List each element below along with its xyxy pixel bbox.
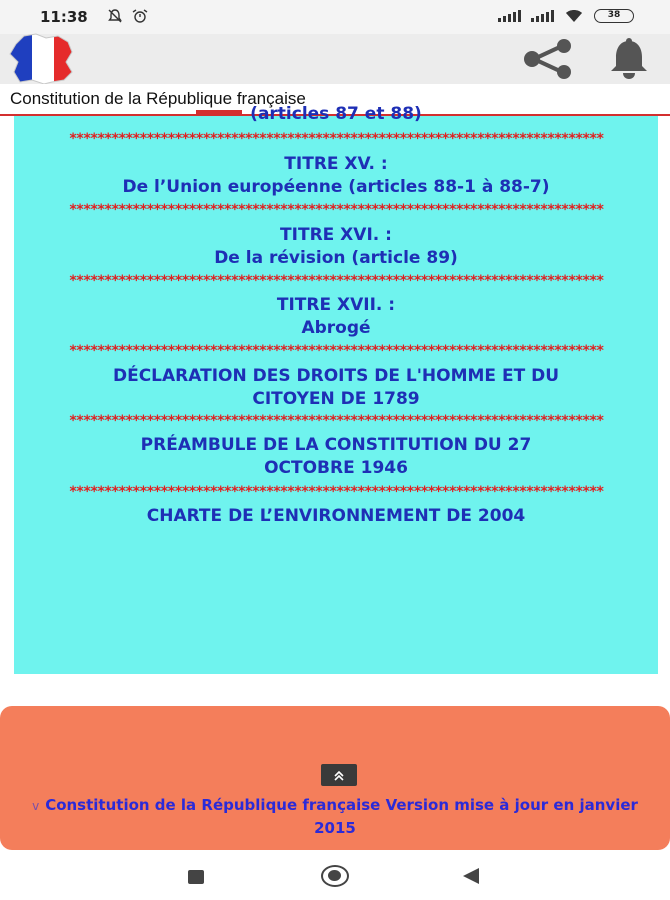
list-item-line: PRÉAMBULE DE LA CONSTITUTION DU 27 [140,435,532,455]
article-list-item[interactable] [14,365,658,411]
list-item-line: De l’Union européenne (articles 88-1 à 88-7) [122,177,550,197]
list-item-line: CITOYEN DE 1789 [252,389,420,409]
tab-constitution[interactable]: Constitution de la République française [10,89,306,108]
list-item-line: TITRE XVI. : [280,225,392,245]
footer-version-text[interactable] [20,794,650,839]
article-list-item-cut[interactable]: (articles 87 et 88) [250,104,422,124]
footer-panel [0,706,670,850]
list-item-line: DÉCLARATION DES DROITS DE L'HOMME ET DU [112,366,560,386]
navigation-bar [0,850,670,900]
recents-button[interactable] [188,870,204,884]
france-flag-map-icon[interactable] [6,34,82,84]
separator: **************************************************************************** [68,484,604,500]
list-item-line: TITRE XV. : [284,154,388,174]
caret-down-icon: v [32,799,40,813]
chevron-up-icon [332,770,346,782]
status-bar [0,0,670,34]
home-button[interactable] [321,865,349,887]
notifications-off-icon [108,9,122,23]
content-panel[interactable] [14,104,658,674]
article-list-item[interactable] [14,153,658,199]
separator: **************************************************************************** [68,202,604,218]
article-list-item[interactable] [14,505,658,528]
article-list-item[interactable] [14,294,658,340]
list-item-line: De la révision (article 89) [214,248,458,268]
share-icon[interactable] [518,38,578,80]
separator: **************************************************************************** [68,273,604,289]
article-list-item[interactable] [14,434,658,480]
app-bar [0,34,670,84]
list-item-line: Abrogé [301,318,371,338]
list-item-line: CHARTE DE L’ENVIRONNEMENT DE 2004 [146,506,526,526]
list-item-line: TITRE XVII. : [276,295,396,315]
bell-icon[interactable] [604,38,654,80]
alarm-icon [132,9,148,23]
list-item-line: OCTOBRE 1946 [264,458,408,478]
signal-icon [531,10,554,22]
signal-icon [498,10,521,22]
status-time: 11:38 [40,8,88,26]
wifi-icon [564,9,584,23]
separator: **************************************************************************** [68,343,604,359]
separator: **************************************************************************** [68,131,604,147]
article-list-item[interactable] [14,224,658,270]
scroll-to-top-button[interactable] [321,764,357,786]
status-system-icons [498,9,634,23]
footer-version-label: Constitution de la République française Version mise à jour en janvier 2015 [45,796,638,837]
battery-icon: 38 [594,9,634,23]
back-button[interactable] [463,868,479,884]
status-notification-icons [108,8,148,24]
separator: **************************************************************************** [68,413,604,429]
